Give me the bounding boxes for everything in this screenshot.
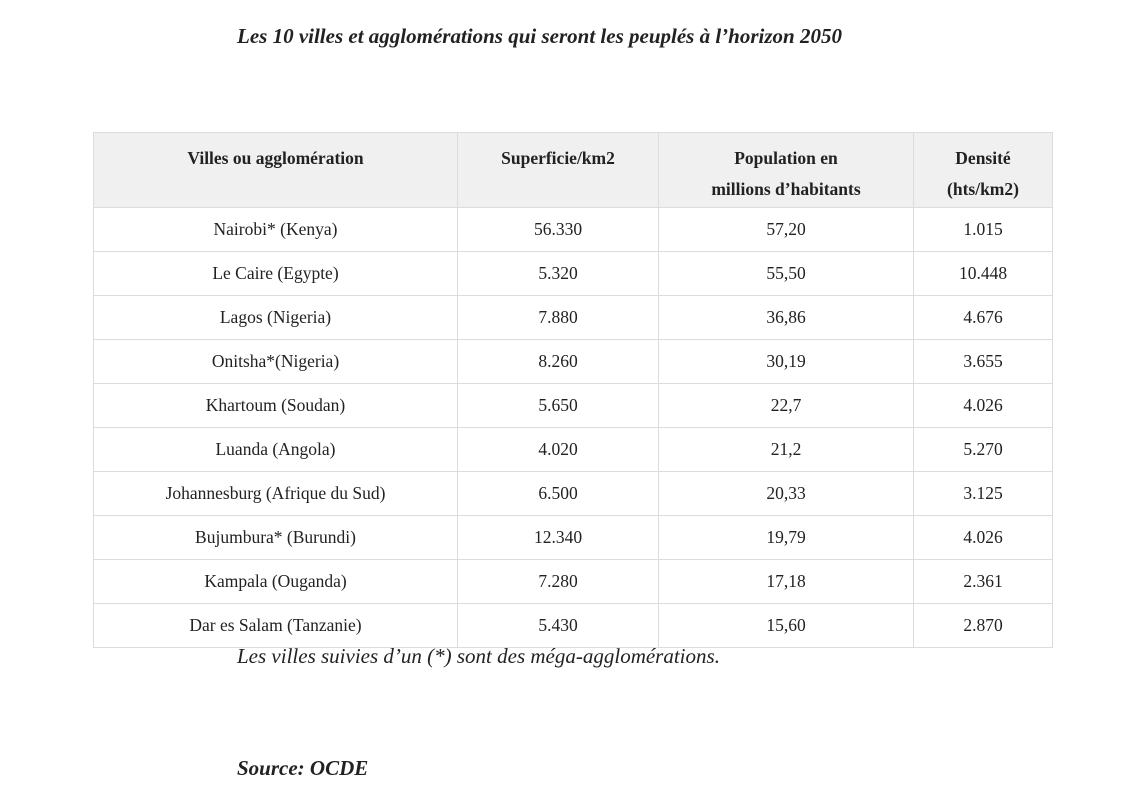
cell-city: Nairobi* (Kenya) xyxy=(94,208,458,252)
page-title: Les 10 villes et agglomérations qui seront les peuplés à l’horizon 2050 xyxy=(237,24,842,48)
table-row xyxy=(94,208,1053,252)
cell-population: 36,86 xyxy=(659,296,914,340)
table-row xyxy=(94,252,1053,296)
cell-city: Khartoum (Soudan) xyxy=(94,384,458,428)
cell-density: 5.270 xyxy=(914,428,1053,472)
table-row xyxy=(94,296,1053,340)
cell-city: Kampala (Ouganda) xyxy=(94,560,458,604)
header-area xyxy=(458,133,659,208)
table-row xyxy=(94,340,1053,384)
header-city-line-1: Villes ou agglomération xyxy=(187,148,364,168)
cell-city: Luanda (Angola) xyxy=(94,428,458,472)
cell-density: 2.870 xyxy=(914,604,1053,648)
cell-population: 20,33 xyxy=(659,472,914,516)
cell-area: 12.340 xyxy=(458,516,659,560)
header-density-line-1: Densité xyxy=(955,148,1011,168)
table-row xyxy=(94,472,1053,516)
cell-area: 5.650 xyxy=(458,384,659,428)
header-population-line-2: millions d’habitants xyxy=(711,179,861,199)
cell-city: Onitsha*(Nigeria) xyxy=(94,340,458,384)
cell-city: Dar es Salam (Tanzanie) xyxy=(94,604,458,648)
footnote: Les villes suivies d’un (*) sont des méga-agglomérations. xyxy=(237,644,720,668)
cell-city: Johannesburg (Afrique du Sud) xyxy=(94,472,458,516)
header-row xyxy=(94,133,1053,208)
cell-population: 21,2 xyxy=(659,428,914,472)
table-header xyxy=(94,133,1053,208)
cell-density: 10.448 xyxy=(914,252,1053,296)
cell-population: 19,79 xyxy=(659,516,914,560)
cell-city: Lagos (Nigeria) xyxy=(94,296,458,340)
cell-area: 6.500 xyxy=(458,472,659,516)
table-row xyxy=(94,384,1053,428)
data-table-container xyxy=(93,132,1052,648)
cell-population: 17,18 xyxy=(659,560,914,604)
header-area-line-1: Superficie/km2 xyxy=(501,148,615,168)
cell-population: 22,7 xyxy=(659,384,914,428)
cell-density: 4.026 xyxy=(914,516,1053,560)
header-population-line-1: Population en xyxy=(734,148,838,168)
header-population xyxy=(659,133,914,208)
cell-density: 4.676 xyxy=(914,296,1053,340)
cell-population: 30,19 xyxy=(659,340,914,384)
cell-area: 56.330 xyxy=(458,208,659,252)
cell-area: 4.020 xyxy=(458,428,659,472)
cell-area: 5.430 xyxy=(458,604,659,648)
cell-area: 7.880 xyxy=(458,296,659,340)
cell-city: Le Caire (Egypte) xyxy=(94,252,458,296)
cell-city: Bujumbura* (Burundi) xyxy=(94,516,458,560)
table-row xyxy=(94,516,1053,560)
table-row xyxy=(94,428,1053,472)
header-density-line-2: (hts/km2) xyxy=(947,179,1019,199)
cell-population: 57,20 xyxy=(659,208,914,252)
cell-area: 5.320 xyxy=(458,252,659,296)
table-row xyxy=(94,560,1053,604)
table-row xyxy=(94,604,1053,648)
header-density xyxy=(914,133,1053,208)
cell-population: 15,60 xyxy=(659,604,914,648)
cities-table xyxy=(93,132,1053,648)
cell-area: 8.260 xyxy=(458,340,659,384)
source-credit: Source: OCDE xyxy=(237,756,369,780)
cell-density: 3.655 xyxy=(914,340,1053,384)
cell-population: 55,50 xyxy=(659,252,914,296)
table-body xyxy=(94,208,1053,648)
cell-density: 1.015 xyxy=(914,208,1053,252)
cell-density: 2.361 xyxy=(914,560,1053,604)
cell-area: 7.280 xyxy=(458,560,659,604)
cell-density: 3.125 xyxy=(914,472,1053,516)
cell-density: 4.026 xyxy=(914,384,1053,428)
header-city xyxy=(94,133,458,208)
